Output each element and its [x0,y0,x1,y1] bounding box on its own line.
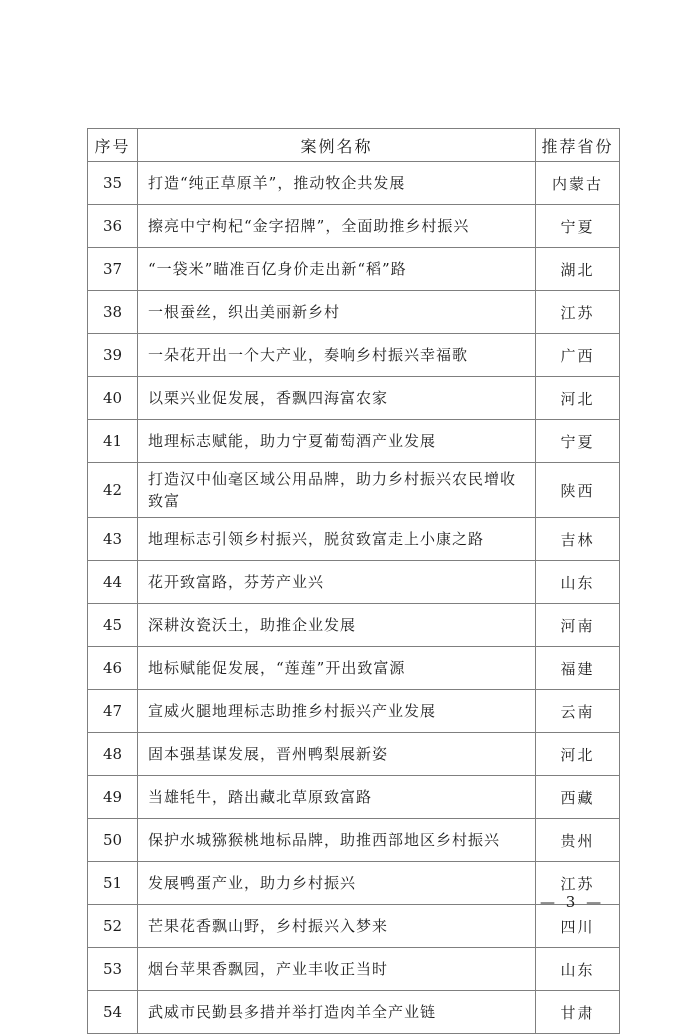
case-name: 保护水城猕猴桃地标品牌，助推西部地区乡村振兴 [138,819,536,862]
table-row [88,948,620,991]
column-header-serial-number: 序号 [88,129,138,162]
case-serial-number: 45 [88,604,138,647]
case-province: 贵州 [536,819,620,862]
case-province: 山东 [536,561,620,604]
case-serial-number: 39 [88,334,138,377]
case-name: 地理标志引领乡村振兴，脱贫致富走上小康之路 [138,518,536,561]
case-name: 以栗兴业促发展，香飘四海富农家 [138,377,536,420]
table-row [88,647,620,690]
case-serial-number: 38 [88,291,138,334]
column-header-recommending-province: 推荐省份 [536,129,620,162]
case-province: 宁夏 [536,420,620,463]
case-serial-number: 35 [88,162,138,205]
case-province: 河北 [536,377,620,420]
case-serial-number: 37 [88,248,138,291]
column-header-case-name: 案例名称 [138,129,536,162]
case-name: 武威市民勤县多措并举打造肉羊全产业链 [138,991,536,1034]
table-row [88,248,620,291]
table-row [88,205,620,248]
case-name: 宣威火腿地理标志助推乡村振兴产业发展 [138,690,536,733]
case-province: 湖北 [536,248,620,291]
case-province: 江苏 [536,862,620,905]
case-province: 山东 [536,948,620,991]
case-serial-number: 41 [88,420,138,463]
table-row [88,463,620,518]
case-province: 吉林 [536,518,620,561]
case-serial-number: 44 [88,561,138,604]
table-row [88,604,620,647]
case-province: 四川 [536,905,620,948]
case-serial-number: 43 [88,518,138,561]
page-number: — 3 — [540,893,605,911]
case-serial-number: 46 [88,647,138,690]
case-name: 固本强基谋发展，晋州鸭梨展新姿 [138,733,536,776]
case-province: 云南 [536,690,620,733]
case-province: 宁夏 [536,205,620,248]
table-row [88,377,620,420]
case-name: 地标赋能促发展，“莲莲”开出致富源 [138,647,536,690]
case-name: 当雄牦牛，踏出藏北草原致富路 [138,776,536,819]
case-name: 芒果花香飘山野，乡村振兴入梦来 [138,905,536,948]
table-row [88,690,620,733]
case-serial-number: 48 [88,733,138,776]
case-serial-number: 49 [88,776,138,819]
case-province: 河北 [536,733,620,776]
case-name: 擦亮中宁枸杞“金字招牌”，全面助推乡村振兴 [138,205,536,248]
case-serial-number: 52 [88,905,138,948]
case-name: “一袋米”瞄准百亿身价走出新“稻”路 [138,248,536,291]
case-name: 烟台苹果香飘园，产业丰收正当时 [138,948,536,991]
case-name: 一朵花开出一个大产业，奏响乡村振兴幸福歌 [138,334,536,377]
case-province: 福建 [536,647,620,690]
table-row [88,420,620,463]
case-serial-number: 40 [88,377,138,420]
table-header-row [88,129,620,162]
table-row [88,291,620,334]
case-serial-number: 36 [88,205,138,248]
case-province: 西藏 [536,776,620,819]
case-province: 江苏 [536,291,620,334]
case-province: 陕西 [536,463,620,518]
table-row [88,518,620,561]
table-row [88,733,620,776]
case-province: 内蒙古 [536,162,620,205]
case-province: 甘肃 [536,991,620,1034]
case-serial-number: 54 [88,991,138,1034]
case-name: 打造“纯正草原羊”，推动牧企共发展 [138,162,536,205]
table-row [88,819,620,862]
case-name: 深耕汝瓷沃土，助推企业发展 [138,604,536,647]
case-province: 河南 [536,604,620,647]
table-row [88,334,620,377]
case-name: 花开致富路，芬芳产业兴 [138,561,536,604]
case-province: 广西 [536,334,620,377]
case-serial-number: 51 [88,862,138,905]
case-serial-number: 50 [88,819,138,862]
case-serial-number: 47 [88,690,138,733]
case-serial-number: 42 [88,463,138,518]
case-serial-number: 53 [88,948,138,991]
table-row [88,991,620,1034]
table-row [88,561,620,604]
case-name: 发展鸭蛋产业，助力乡村振兴 [138,862,536,905]
case-name: 打造汉中仙毫区域公用品牌，助力乡村振兴农民增收致富 [138,463,536,518]
table-row [88,776,620,819]
case-name: 地理标志赋能，助力宁夏葡萄酒产业发展 [138,420,536,463]
table-row [88,162,620,205]
case-name: 一根蚕丝，织出美丽新乡村 [138,291,536,334]
